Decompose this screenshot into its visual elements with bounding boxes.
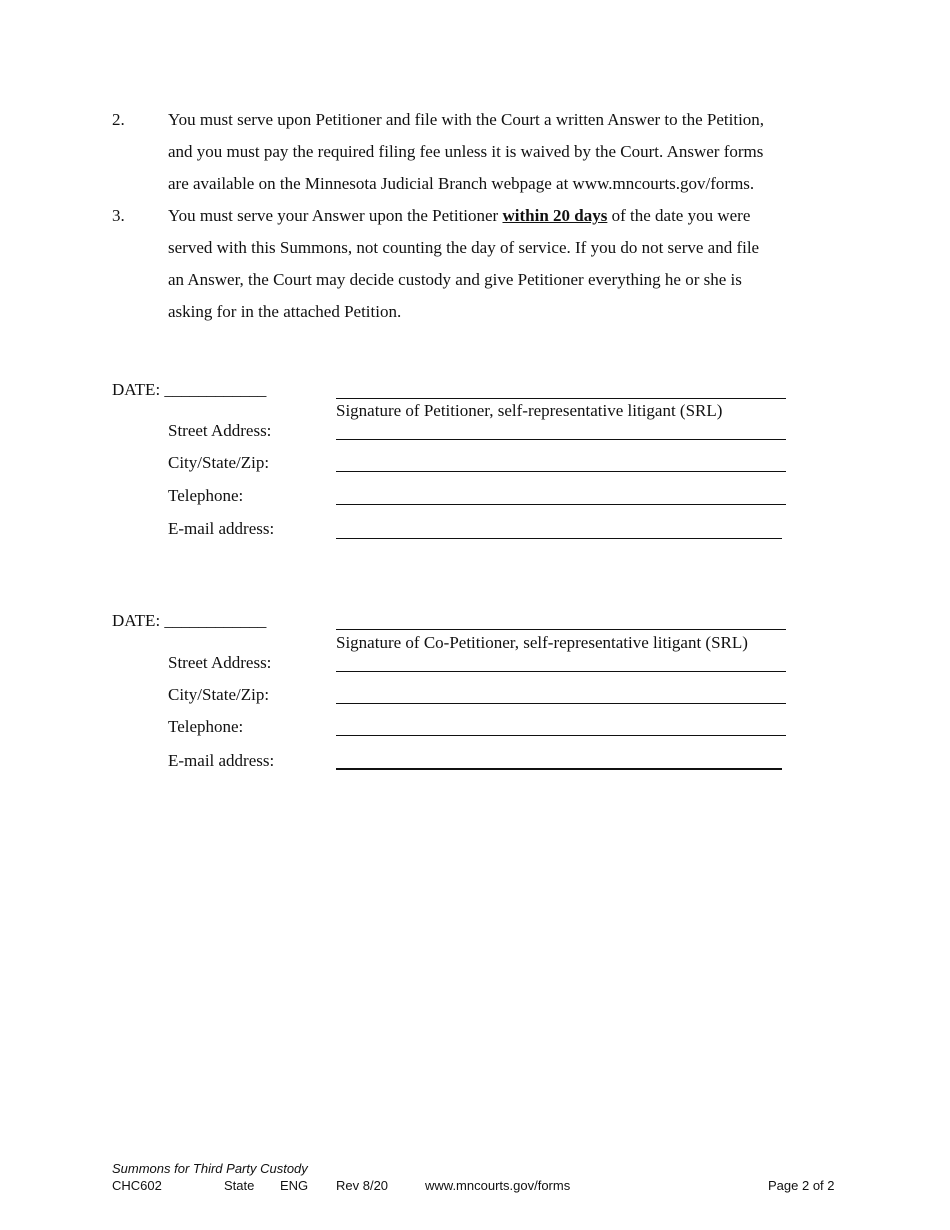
form-code: CHC602 — [112, 1178, 162, 1193]
telephone-line[interactable] — [336, 735, 786, 736]
city-state-zip-line[interactable] — [336, 471, 786, 472]
signature-caption: Signature of Co-Petitioner, self-representative litigant (SRL) — [336, 633, 748, 652]
item-text-line: are available on the Minnesota Judicial Branch webpage at www.mncourts.gov/forms. — [168, 174, 755, 193]
item-text-line: an Answer, the Court may decide custody and give Petitioner everything he or she is — [168, 270, 742, 289]
street-address-label: Street Address: — [168, 421, 272, 440]
email-address-line[interactable] — [336, 538, 782, 539]
item-text-line: You must serve upon Petitioner and file with the Court a written Answer to the Petition, — [168, 110, 765, 129]
city-state-zip-label: City/State/Zip: — [168, 685, 270, 704]
form-title: Summons for Third Party Custody — [112, 1161, 308, 1176]
item-text-line: asking for in the attached Petition. — [168, 302, 402, 321]
website-link[interactable]: www.mncourts.gov/forms — [425, 1178, 571, 1193]
page-number: Page 2 of 2 — [768, 1178, 835, 1193]
item-text: You must serve your Answer upon the Petitioner — [168, 206, 503, 225]
deadline-emphasis: within 20 days — [502, 206, 608, 225]
telephone-line[interactable] — [336, 504, 786, 505]
street-address-line[interactable] — [336, 671, 786, 672]
item-text-line: and you must pay the required filing fee unless it is waived by the Court. Answer forms — [168, 142, 764, 161]
date-field[interactable]: DATE: ____________ — [112, 380, 267, 399]
revision: Rev 8/20 — [336, 1178, 389, 1193]
telephone-label: Telephone: — [168, 486, 244, 505]
signature-line[interactable] — [336, 398, 786, 399]
city-state-zip-line[interactable] — [336, 703, 786, 704]
telephone-label: Telephone: — [168, 717, 244, 736]
street-address-label: Street Address: — [168, 653, 272, 672]
item-number: 2. — [112, 110, 125, 129]
item-text-line — [168, 206, 750, 226]
item-text-line: served with this Summons, not counting the day of service. If you do not serve and file — [168, 238, 760, 257]
email-address-label: E-mail address: — [168, 519, 275, 538]
signature-caption: Signature of Petitioner, self-representative litigant (SRL) — [336, 401, 723, 420]
email-address-label: E-mail address: — [168, 751, 275, 770]
street-address-line[interactable] — [336, 439, 786, 440]
jurisdiction: State — [224, 1178, 255, 1193]
date-field[interactable]: DATE: ____________ — [112, 611, 267, 630]
signature-line[interactable] — [336, 629, 786, 630]
email-address-line[interactable] — [336, 768, 782, 770]
city-state-zip-label: City/State/Zip: — [168, 453, 270, 472]
item-number: 3. — [112, 206, 125, 225]
item-text: of the date you were — [607, 206, 751, 225]
language: ENG — [280, 1178, 309, 1193]
